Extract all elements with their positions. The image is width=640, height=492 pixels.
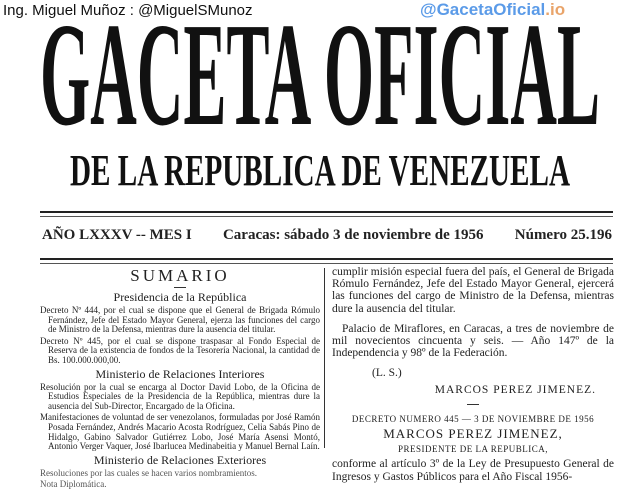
separator (467, 404, 479, 405)
top-rule (40, 211, 613, 217)
summary-entry: Manifestaciones de voluntad de ser venezolanos, formuladas por José Ramón Posada Fernández, Andrés Macario Acosta Rodríguez, Celia Sabás Pino de Hidalgo, Gabino Salvador Gutiérrez Lobo, José María Asensi Montó, Antonio Verger Vaquer, José Ibarlucea Medinabeitia y Manuel Bernal Laín. (40, 412, 320, 452)
issue-date: Caracas: sábado 3 de noviembre de 1956 (222, 227, 484, 243)
issue-number: Número 25.196 (514, 227, 612, 243)
author-credit: Ing. Miguel Muñoz : @MiguelSMunoz (3, 2, 253, 19)
summary-entry: Resoluciones por las cuales se hacen varios nombramientos. (40, 467, 257, 478)
sumario-heading: SUMARIO (130, 266, 230, 285)
watermark-main: @GacetaOficial (420, 0, 546, 19)
decree-heading: DECRETO NUMERO 445 — 3 DE NOVIEMBRE DE 1956 (351, 413, 595, 424)
watermark-suffix: .io (545, 0, 566, 19)
decree-paragraph: cumplir misión especial fuera del país, el General de Brigada Rómulo Fernández, Jefe del Estado Mayor General, ejercerá las funciones del cargo de Ministro de la Defensa, mientras dure la ausencia del titular. (332, 266, 614, 315)
bottom-rule (40, 258, 613, 264)
summary-entry: Decreto Nº 444, por el cual se dispone que el General de Brigada Rómulo Fernández, Jefe del Estado Mayor General, ejerza las funciones del cargo de Ministro de la Defensa, mientras dure la ausencia del titular. (40, 305, 320, 335)
summary-entry: Decreto Nº 445, por el cual se dispone traspasar al Fondo Especial de Reserva de la existencia de fondos de la Tesorería Nacional, la cantidad de Bs. 100.000.000,00. (40, 335, 320, 365)
masthead-title: GACETA OFICIAL (40, 18, 600, 130)
section-title: Presidencia de la República (113, 290, 247, 304)
masthead-title-graphic (0, 18, 640, 130)
masthead-subtitle: DE LA REPUBLICA DE VENEZUELA (70, 148, 571, 190)
dateline (42, 227, 612, 244)
seal-mark: (L. S.) (372, 367, 402, 380)
column-divider (324, 268, 325, 448)
masthead-subtitle-graphic (0, 148, 640, 190)
signature: MARCOS PEREZ JIMENEZ. (434, 383, 596, 396)
watermark (420, 1, 565, 19)
section-title: Ministerio de Relaciones Interiores (95, 366, 265, 381)
sumario-column (40, 266, 320, 492)
summary-entry: Nota Diplomática. (40, 479, 107, 490)
president-name: MARCOS PEREZ JIMENEZ, (383, 426, 563, 442)
summary-entry: Resolución por la cual se encarga al Doctor David Lobo, de la Oficina de Estudios Especiales de la Presidencia de la República, mientras dure la ausencia del Sub-Director, Encargado de la Oficina. (40, 381, 320, 411)
separator (174, 287, 186, 288)
decree-closing: Palacio de Miraflores, en Caracas, a tres de noviembre de mil novecientos cincuenta y seis. — Año 147º de la Independencia y 98º de la Federación. (332, 322, 614, 360)
decree-paragraph: conforme al artículo 3º de la Ley de Presupuesto General de Ingresos y Gastos Públicos para el Año Fiscal 1956- (332, 458, 614, 483)
section-title: Ministerio de Relaciones Exteriores (93, 452, 267, 467)
year-issue: AÑO LXXXV -- MES I (42, 227, 192, 243)
decree-column (332, 266, 614, 491)
president-title: PRESIDENTE DE LA REPUBLICA, (397, 444, 548, 455)
